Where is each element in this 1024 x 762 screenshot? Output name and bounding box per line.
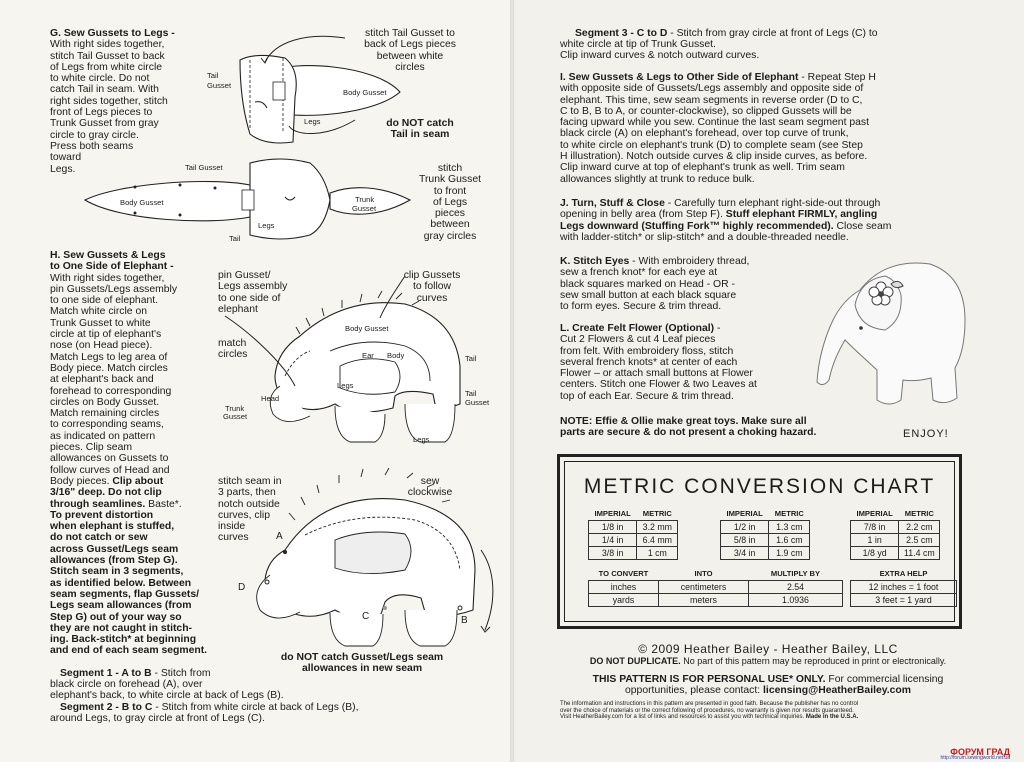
- label-body-gusset: Body Gusset: [343, 88, 387, 97]
- label-a: A: [276, 531, 283, 542]
- label-trunk-gusset: Trunk: [225, 404, 245, 413]
- segment-1: Segment 1 - A to B - Stitch from: [60, 668, 211, 679]
- multiply-table: TO CONVERT INTO MULTIPLY BY inches centimeters 2.54 yards meters 1.0936: [588, 569, 843, 607]
- copyright-text: © 2009 Heather Bailey - Heather Bailey, LLC: [638, 642, 898, 656]
- conversion-table-3: IMPERIAL METRIC 7/8 in 2.2 cm 1 in 2.5 cm 1/8 yd 11.4 cm: [850, 509, 940, 560]
- fine-print: The information and instructions in this pattern are presented in good faith. Because the publisher has no control over the choice of materials or the correct following of procedures, no warranty is given nor results guaranteed. Visit HeatherBailey.com for a list of links and resources to assist you with technical inquiries. Made in the U.S.A.: [560, 701, 859, 720]
- step-j-text: J. Turn, Stuff & Close - Carefully turn elephant right-side-out through opening in belly area (from Step F). Stuff elephant FIRMLY, angling Legs downward (Stuffing Fork™ highly recommended). Close seam with ladder-stitch* or slip-stitch* and a double-threaded needle.: [560, 198, 892, 243]
- callout-stitch-3-parts: stitch seam in 3 parts, then notch outside curves, clip inside curves: [218, 476, 282, 544]
- label-gusset-3: Gusset: [465, 398, 490, 407]
- label-b: B: [461, 615, 468, 626]
- extra-help-table: EXTRA HELP 12 inches = 1 foot 3 feet = 1 yard: [850, 569, 957, 607]
- label-legs: Legs: [304, 117, 321, 126]
- label-trunk-gusset-2: Gusset: [223, 412, 248, 421]
- metric-conversion-chart: [557, 454, 962, 629]
- page-fold: [510, 0, 514, 762]
- step-i-text: I. Sew Gussets & Legs to Other Side of Elephant - Repeat Step H with opposite side of Gussets/Legs assembly and opposite side of elephant. This time, sew seam segments in reverse order (D to C, C to B, B to A, or counter-clockwise), so clipped Gussets will be facing upward while you sew. Continue the last seam segment past black circle (A) on elephant's forehead, over top curve of trunk, to white circle on elephant's trunk (D) to complete seam (see Step H illustration). Notch outside curves & clip inside curves, as before. Clip inward curve at top of elephant's trunk as well. Trim seam allowances slightly at trunk to reduce bulk.: [560, 72, 876, 185]
- label-ear: Ear: [362, 351, 374, 360]
- label-body-gusset-2: Body Gusset: [120, 198, 164, 207]
- segment-1-body: black circle on forehead (A), over elephant's back, to white circle at back of Legs (B).: [50, 679, 284, 702]
- label-gusset-2: Gusset: [352, 204, 377, 213]
- elephant-illustration: [815, 250, 965, 410]
- label-tail-2: Tail: [229, 234, 241, 243]
- label-body-gusset-3: Body Gusset: [345, 324, 389, 333]
- step-h-text: H. Sew Gussets & Legs to One Side of Elephant - With right sides together, pin Gussets/Legs assembly to one side of elephant. Match white circle on Trunk Gusset to white circle at tip of elephant's nose (on Head piece). Match Legs to leg area of Body piece. Match circles at elephant's back and forehead to corresponding circles on Body Gusset. Match remaining circles to corresponding seams, as indicated on pattern pieces. Clip seam allowances on Gussets to follow curves of Head and Body pieces. Clip about 3/16" deep. Do not clip through seamlines. Baste*. To prevent distortion when elephant is stuffed, do not catch or sew across Gusset/Legs seam allowances (from Step G). Stitch seam in 3 segments, as identified below. Between seam segments, flap Gussets/ Legs seam allowances (from Step G) out of your way so they are not caught in stitch- ing. Back-stitch* at beginning and end of each seam segment.: [50, 250, 208, 657]
- conversion-table-1: IMPERIAL METRIC 1/8 in 3.2 mm 1/4 in 6.4 mm 3/8 in 1 cm: [588, 509, 678, 560]
- forum-watermark-url: http://forum.sewingworld.net.ua: [940, 755, 1010, 761]
- chart-title: METRIC CONVERSION CHART: [583, 475, 936, 498]
- label-tail: Tail: [207, 71, 219, 80]
- step-g-text: G. Sew Gussets to Legs - With right sides together, stitch Tail Gusset to back of Legs from white circle to white circle. Do not catch Tail in seam. With right sides together, stitch front of Legs pieces to Trunk Gusset from gray circle to gray circle. Press both seams toward Legs.: [50, 28, 175, 175]
- conversion-table-2: IMPERIAL METRIC 1/2 in 1.3 cm 5/8 in 1.6 cm 3/4 in 1.9 cm: [720, 509, 810, 560]
- label-d: D: [238, 582, 246, 593]
- label-body: Body: [387, 351, 405, 360]
- label-tail-3: Tail: [465, 354, 477, 363]
- label-gusset: Gusset: [207, 81, 232, 90]
- label-legs-3: Legs: [337, 381, 354, 390]
- licensing-email: licensing@HeatherBailey.com: [763, 685, 912, 697]
- step-h-diagram-bottom: [245, 490, 495, 650]
- label-tail-4: Tail: [465, 389, 477, 398]
- label-legs-2: Legs: [258, 221, 275, 230]
- segment-3-body: white circle at tip of Trunk Gusset. Clip inward curves & notch outward curves.: [560, 39, 760, 62]
- forum-watermark: ФОРУМ ГРАД: [950, 747, 1010, 757]
- step-k-text: K. Stitch Eyes - With embroidery thread, sew a french knot* for each eye at black squares marked on Head - OR - sew small button at each black square to form eyes. Secure & trim thread.: [560, 256, 750, 313]
- label-head: Head: [261, 394, 280, 403]
- label-trunk: Trunk: [355, 195, 375, 204]
- callout-sew-clockwise: sew clockwise: [407, 476, 453, 499]
- label-tail-gusset: Tail Gusset: [185, 163, 223, 172]
- label-c: C: [362, 611, 370, 622]
- do-not-duplicate: DO NOT DUPLICATE. No part of this pattern may be reproduced in print or electronically.: [589, 656, 947, 666]
- personal-use-notice: THIS PATTERN IS FOR PERSONAL USE* ONLY. For commercial licensing opportunities, please contact: licensing@HeatherBailey.com: [592, 674, 944, 697]
- callout-pin-gusset: pin Gusset/ Legs assembly to one side of elephant: [218, 270, 288, 315]
- label-legs-4: Legs: [413, 435, 430, 444]
- enjoy-text: ENJOY!: [903, 428, 949, 440]
- callout-stitch-trunk: stitch Trunk Gusset to front of Legs pieces between gray circles: [419, 163, 481, 242]
- segment-2-body: around Legs, to gray circle at front of Legs (C).: [50, 713, 265, 724]
- note-text: NOTE: Effie & Ollie make great toys. Make sure all parts are secure & do not present a choking hazard.: [560, 416, 817, 439]
- step-g-diagram-top: [205, 42, 435, 142]
- callout-match-circles: match circles: [218, 338, 248, 361]
- segment-2: Segment 2 - B to C - Stitch from white circle at back of Legs (B),: [60, 702, 359, 713]
- callout-do-not-catch-seam: do NOT catch Gusset/Legs seam allowances in new seam: [280, 652, 444, 675]
- callout-stitch-tail: stitch Tail Gusset to back of Legs pieces between white circles: [364, 28, 456, 73]
- callout-do-not-catch-tail: do NOT catch Tail in seam: [386, 118, 454, 141]
- segment-3: Segment 3 - C to D - Stitch from gray circle at front of Legs (C) to: [575, 28, 878, 39]
- callout-clip-gussets: clip Gussets to follow curves: [403, 270, 461, 304]
- step-h-diagram-top: [255, 296, 470, 446]
- step-l-text: L. Create Felt Flower (Optional) - Cut 2 Flowers & cut 4 Leaf pieces from felt. With embroidery floss, stitch several french knots* at center of each Flower – or attach small buttons at Flower centers. Stitch one Flower & two Leaves at top of each Ear. Secure & trim thread.: [560, 323, 757, 402]
